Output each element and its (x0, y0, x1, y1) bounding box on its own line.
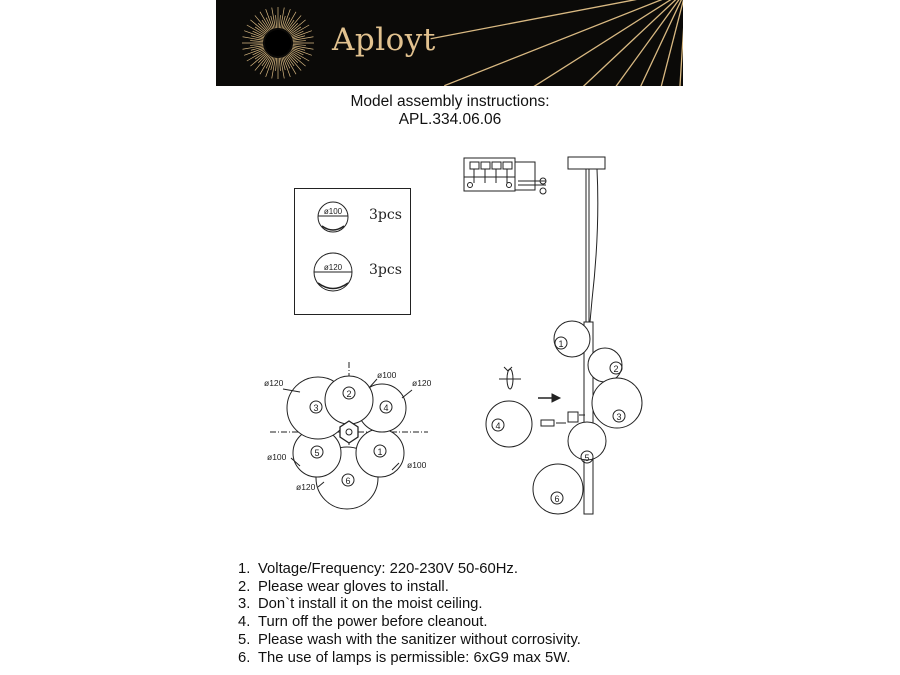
note-item: 3. Don`t install it on the moist ceiling. (238, 596, 483, 613)
part-diameter-100: ø100 (323, 207, 343, 216)
pendant-top-view (264, 362, 432, 509)
exploded-shade-4 (486, 394, 566, 447)
part-diameter-120: ø120 (323, 263, 343, 272)
note-item: 4. Turn off the power before cleanout. (238, 614, 488, 631)
shade-100-icon (318, 202, 348, 232)
svg-text:5: 5 (314, 448, 320, 458)
dim-label-120-c: ø120 (296, 482, 316, 492)
svg-text:2: 2 (346, 389, 352, 399)
note-item: 2. Please wear gloves to install. (238, 578, 449, 595)
terminal-block-icon (464, 158, 546, 194)
model-number: APL.334.06.06 (398, 111, 502, 128)
part-qty-120: 3pcs (369, 262, 402, 278)
note-item: 5. Please wash with the sanitizer without corrosivity. (238, 631, 581, 648)
note-item: 6. The use of lamps is permissible: 6xG9 max 5W. (238, 649, 571, 666)
dim-label-100-a: ø100 (377, 370, 397, 380)
rotate-arrow-icon (499, 367, 521, 389)
svg-text:3: 3 (616, 412, 622, 422)
dim-label-120-b: ø120 (412, 378, 432, 388)
svg-text:1: 1 (558, 339, 564, 349)
svg-text:6: 6 (554, 494, 560, 504)
pendant-side-view (533, 157, 642, 514)
dim-label-120-a: ø120 (264, 378, 284, 388)
safety-notes-list (238, 561, 581, 667)
svg-text:3: 3 (313, 403, 319, 413)
svg-text:2: 2 (613, 364, 619, 374)
svg-text:4: 4 (383, 403, 389, 413)
svg-text:1: 1 (377, 447, 383, 457)
part-qty-100: 3pcs (369, 207, 402, 223)
svg-text:5: 5 (584, 453, 590, 463)
shade-120-icon (314, 253, 352, 291)
document-title: Model assembly instructions: (350, 93, 550, 110)
svg-text:4: 4 (495, 421, 501, 431)
note-item: 1. Voltage/Frequency: 220-230V 50-60Hz. (238, 561, 518, 577)
svg-text:6: 6 (345, 476, 351, 486)
dim-label-100-b: ø100 (267, 452, 287, 462)
brand-name: Aployt (332, 22, 436, 58)
dim-label-100-c: ø100 (407, 460, 427, 470)
